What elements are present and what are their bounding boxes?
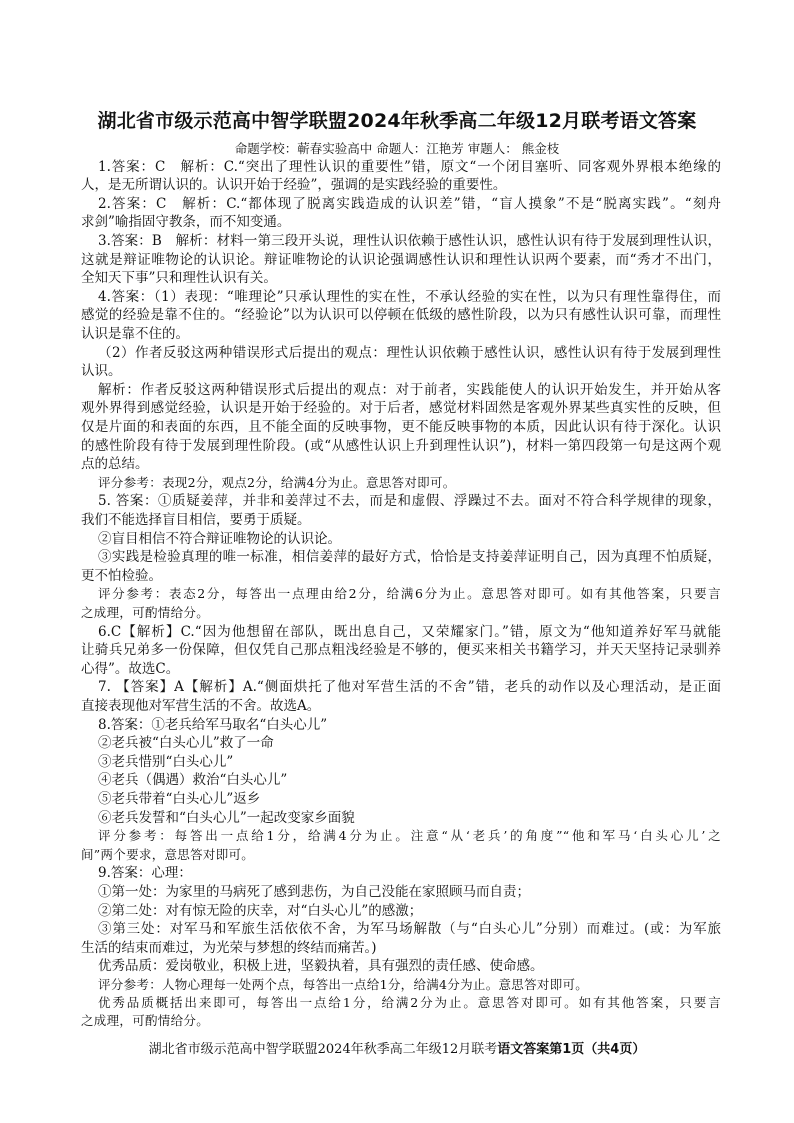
answer-line: 9.答案：心理： xyxy=(98,865,192,881)
scoring-note: 优秀品质概括出来即可，每答出一点给1分，给满2分为止。意思答对即可。如有其他答案，只要言 xyxy=(98,995,721,1010)
analysis-line: 点的总结。 xyxy=(81,456,149,472)
answer-line: 优秀品质：爱岗敬业，积极上进，坚毅执着，具有强烈的责任感、使命感。 xyxy=(98,958,544,974)
scoring-note: 评分参考：人物心理每一处两个点，每答出一点给1分，给满4分为止。意思答对即可。 xyxy=(98,977,589,992)
answer-line: ⑥老兵发誓和“白头心儿”一起改变家乡面貌 xyxy=(98,810,355,826)
answer-line: ③老兵惜别“白头心儿” xyxy=(98,754,234,770)
answer-line: ②盲目相信不符合辩证唯物论的认识论。 xyxy=(98,531,341,547)
answer-line: （2）作者反驳这两种错误形式后提出的观点：理性认识依赖于感性认识，感性认识有待于发展到理性 xyxy=(98,345,721,361)
answer-line: 让骑兵兄弟多一份保障，但仅凭自己那点粗浅经验是不够的，便买来相关书籍学习，并天天坚持记录驯养 xyxy=(81,642,721,658)
answer-line: 这就是辩证唯物论的认识论。辩证唯物论的认识论强调感性认识和理性认识两个要素，而“秀才不出门， xyxy=(81,252,721,268)
answer-line: 5. 答案：①质疑姜萍，并非和姜萍过不去，而是和虚假、浮躁过不去。面对不符合科学规律的现象， xyxy=(98,493,721,509)
answer-line: 认识是靠不住的。 xyxy=(81,326,189,342)
answer-line: 直接表现他对军营生活的不舍。故选A。 xyxy=(81,698,321,714)
scoring-note: 评分参考：表现2分，观点2分，给满4分为止。意思答对即可。 xyxy=(98,475,456,490)
footer-text: 湖北省市级示范高中智学联盟2024年秋季高二年级12月联考 xyxy=(148,1042,498,1057)
answer-line: ③第三处：对军马和军旅生活依依不舍，为军马场解散（与“白头心儿”分别）而难过。(或：为军旅 xyxy=(98,921,721,937)
scoring-note: 评分参考：每答出一点给1分，给满4分为止。注意“从‘老兵’的角度”“他和军马‘白头心儿’之 xyxy=(98,828,721,843)
answer-line: 2.答案：C 解析：C.“都体现了脱离实践造成的认识差”错，“盲人摸象”不是“脱离实践”。“刻舟 xyxy=(98,196,721,212)
answer-line: ②第二处：对有惊无险的庆幸，对“白头心儿”的感激； xyxy=(98,903,423,919)
scoring-note: 之成理，可酌情给分。 xyxy=(81,1013,210,1028)
answer-line: ③实践是检验真理的唯一标准，相信姜萍的最好方式，恰恰是支持姜萍证明自己，因为真理不怕质疑， xyxy=(98,549,721,565)
answer-line: ②老兵被“白头心儿”救了一命 xyxy=(98,735,274,751)
answer-line: 我们不能选择盲目相信，要勇于质疑。 xyxy=(81,512,311,528)
answer-line: 人，是无所谓认识的。认识开始于经验”，强调的是实践经验的重要性。 xyxy=(81,177,507,193)
answer-line: 全知天下事”只和理性认识有关。 xyxy=(81,270,277,286)
answer-line: 求剑”喻指固守教条，而不知变通。 xyxy=(81,214,291,230)
answer-line: 更不怕检验。 xyxy=(81,568,162,584)
footer-page-number: 语文答案第1页（共4页） xyxy=(497,1042,646,1057)
scoring-note: 评分参考：表态2分，每答出一点理由给2分，给满6分为止。意思答对即可。如有其他答案，只要言 xyxy=(98,586,721,601)
answer-line: ①第一处：为家里的马病死了感到悲伤，为自己没能在家照顾马而自责； xyxy=(98,884,530,900)
answer-line: 心得”。故选C。 xyxy=(81,661,180,677)
analysis-line: 观外界得到感觉经验，认识是开始于经验的。对于后者，感觉材料固然是客观外界某些真实性的反映，但 xyxy=(81,400,721,416)
scoring-note: 之成理，可酌情给分。 xyxy=(81,605,210,620)
answer-line: 7. 【答案】A【解析】A.“侧面烘托了他对军营生活的不舍”错，老兵的动作以及心理活动，是正面 xyxy=(98,679,721,695)
author-info: 命题学校：蕲春实验高中 命题人：江艳芳 审题人： 熊金枝 xyxy=(234,141,560,156)
answer-line: 认识。 xyxy=(81,363,122,379)
answer-line: 6.C【解析】C.“因为他想留在部队，既出息自己，又荣耀家门。”错，原文为“他知道养好军马就能 xyxy=(98,624,721,640)
answer-line: 生活的结束而难过，为光荣与梦想的终结而痛苦。) xyxy=(81,940,377,956)
scoring-note: 间”两个要求，意思答对即可。 xyxy=(81,847,255,862)
answer-line: 3.答案：B 解析：材料一第三段开头说，理性认识依赖于感性认识，感性认识有待于发展到理性认识， xyxy=(98,233,721,249)
answer-line: 感觉的经验是靠不住的。“经验论”以为认识可以停顿在低级的感性阶段，以为只有感性认识可靠，而理性 xyxy=(81,307,721,323)
analysis-line: 解析：作者反驳这两种错误形式后提出的观点：对于前者，实践能使人的认识开始发生，并开始从客 xyxy=(98,382,721,398)
analysis-line: 的感性阶段有待于发展到理性阶段。(或“从感性认识上升到理性认识”)，材料一第四段第一句是这两个观 xyxy=(81,438,721,454)
page-footer xyxy=(0,1038,794,1057)
answer-line: 8.答案：①老兵给军马取名“白头心儿” xyxy=(98,717,328,733)
document-title: 湖北省市级示范高中智学联盟2024年秋季高二年级12月联考语文答案 xyxy=(97,110,697,132)
analysis-line: 仅是片面的和表面的东西，且不能全面的反映事物，更不能反映事物的本质，因此认识有待于深化。认识 xyxy=(81,419,721,435)
answer-line: ⑤老兵带着“白头心儿”返乡 xyxy=(98,791,261,807)
answer-line: ④老兵（偶遇）救治“白头心儿” xyxy=(98,772,288,788)
answer-line: 4.答案：（1）表现：“唯理论”只承认理性的实在性，不承认经验的实在性，以为只有理性靠得住，而 xyxy=(98,289,721,305)
answer-line: 1.答案：C 解析：C.“突出了理性认识的重要性”错，原文“一个闭目塞听、同客观外界根本绝缘的 xyxy=(98,159,721,175)
